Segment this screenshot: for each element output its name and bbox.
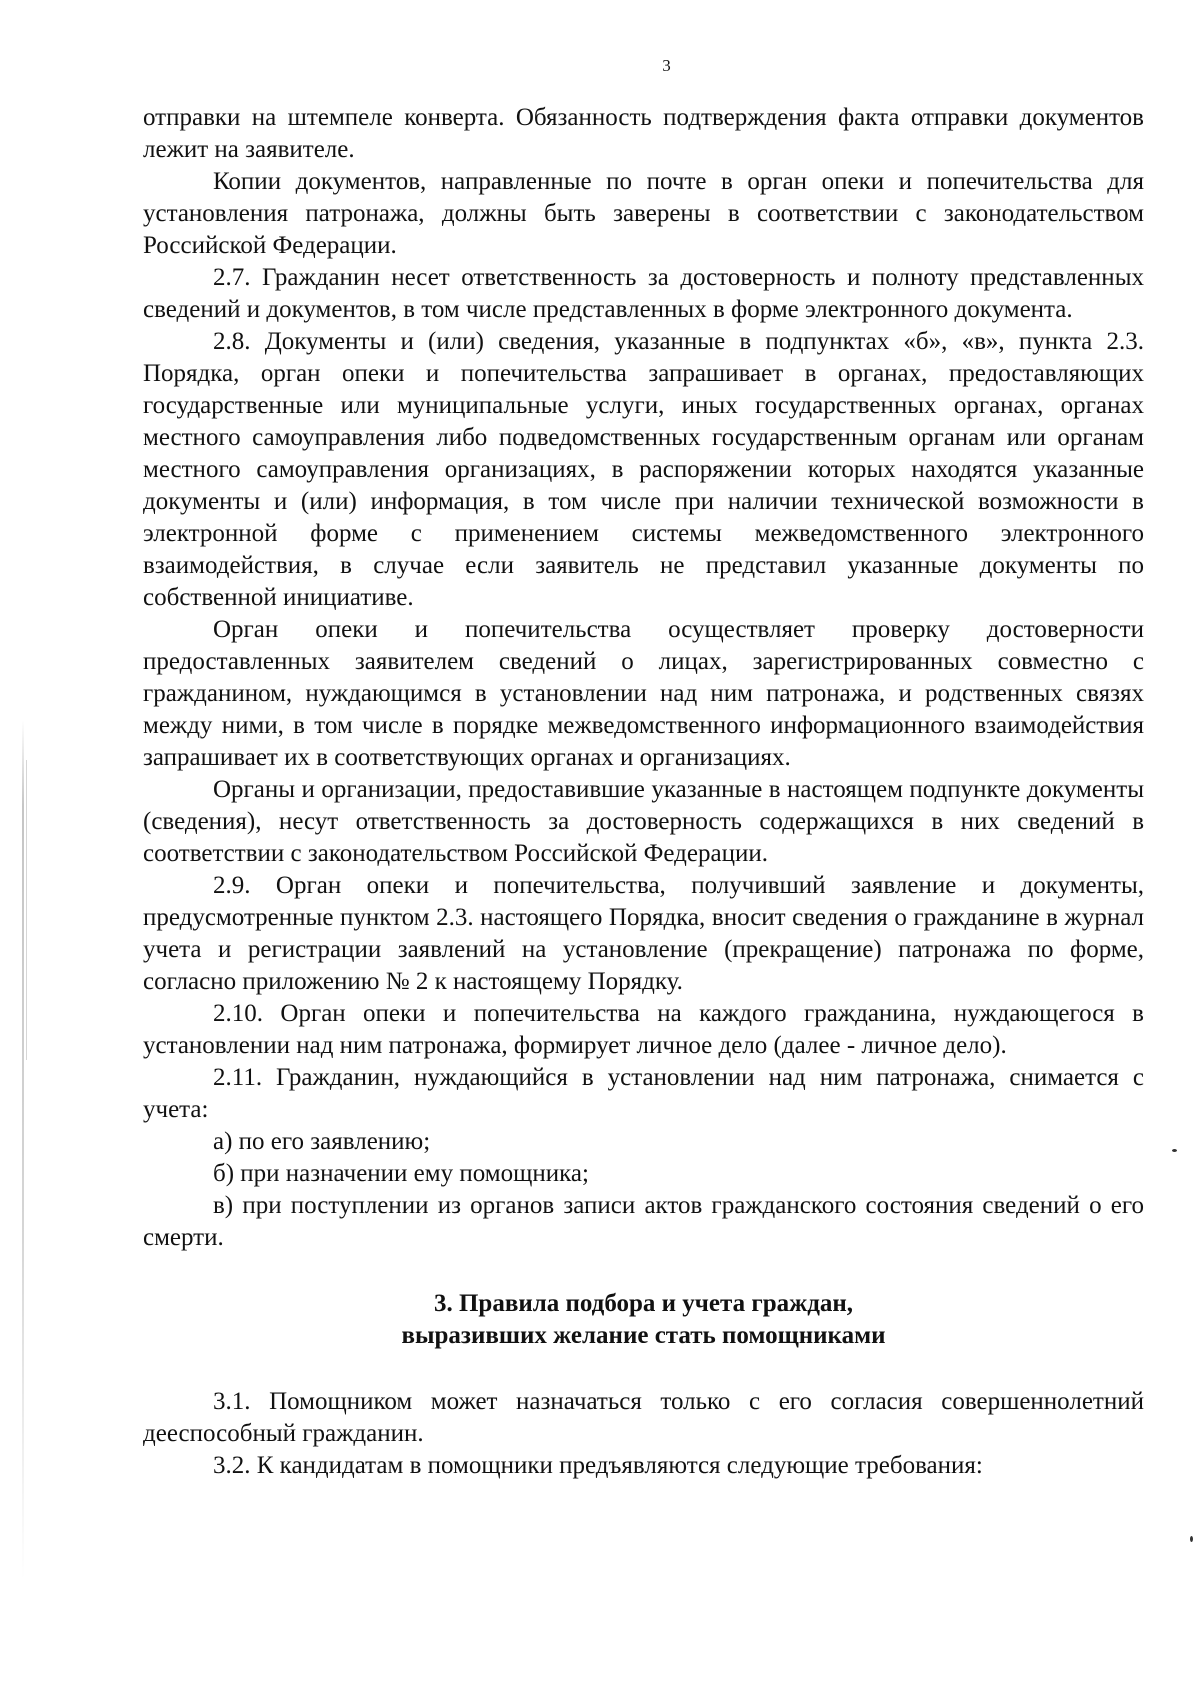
paragraph: 2.8. Документы и (или) сведения, указанные в подпунктах «б», «в», пункта 2.3. Порядка, орган опеки и попечительства запрашивает в органах, предоставляющих государственные или муниципальные услуги, иных государственных органах, органах местного самоуправления либо подведомственных государственным органам или органам местного самоуправления организациях, в распоряжении которых находятся указанные документы и (или) информация, в том числе при наличии технической возможности в электронной форме с применением системы межведомственного электронного взаимодействия, в случае если заявитель не представил указанные документы по собственной инициативе.: [143, 328, 1144, 611]
list-item: а) по его заявлению;: [213, 1128, 431, 1155]
paragraph: Органы и организации, предоставившие указанные в настоящем подпункте документы (сведения), несут ответственность за достоверность содержащихся в них сведений в соответствии с законодательством Российской Федерации.: [143, 776, 1144, 867]
paragraph: 3.2. К кандидатам в помощники предъявляются следующие требования:: [213, 1452, 983, 1479]
paragraph: 3.1. Помощником может назначаться только с его согласия совершеннолетний дееспособный гражданин.: [143, 1388, 1144, 1447]
section-heading-line: выразивших желание стать помощниками: [401, 1322, 886, 1349]
paragraph: Орган опеки и попечительства осуществляет проверку достоверности предоставленных заявителем сведений о лицах, зарегистрированных совместно с гражданином, нуждающимся в установлении над ним патронажа, и родственных связях между ними, в том числе в порядке межведомственного информационного взаимодействия запрашивает их в соответствующих органах и организациях.: [143, 616, 1144, 771]
paragraph: 2.11. Гражданин, нуждающийся в установлении над ним патронажа, снимается с учета:: [143, 1064, 1144, 1123]
paragraph: 2.7. Гражданин несет ответственность за достоверность и полноту представленных сведений и документов, в том числе представленных в форме электронного документа.: [143, 264, 1144, 323]
scan-speck: [1172, 1149, 1177, 1152]
section-heading-line: 3. Правила подбора и учета граждан,: [433, 1290, 854, 1317]
section-heading: [143, 1288, 1144, 1352]
scan-speck: [1190, 1536, 1193, 1542]
scan-edge-artifact: [26, 760, 27, 1060]
list-item: б) при назначении ему помощника;: [213, 1160, 589, 1187]
paragraph: 2.9. Орган опеки и попечительства, получивший заявление и документы, предусмотренные пунктом 2.3. настоящего Порядка, вносит сведения о гражданине в журнал учета и регистрации заявлений на установление (прекращение) патронажа по форме, согласно приложению № 2 к настоящему Порядку.: [143, 872, 1144, 995]
document-body: [143, 102, 1144, 1482]
paragraph: Копии документов, направленные по почте в орган опеки и попечительства для установления патронажа, должны быть заверены в соответствии с законодательством Российской Федерации.: [143, 168, 1144, 259]
paragraph: 2.10. Орган опеки и попечительства на каждого гражданина, нуждающегося в установлении над ним патронажа, формирует личное дело (далее - личное дело).: [143, 1000, 1144, 1059]
list-item: в) при поступлении из органов записи актов гражданского состояния сведений о его смерти.: [143, 1192, 1144, 1251]
scan-edge-artifact: [22, 720, 24, 1580]
page-number: 3: [662, 56, 671, 75]
paragraph: отправки на штемпеле конверта. Обязанность подтверждения факта отправки документов лежит на заявителе.: [143, 104, 1144, 163]
